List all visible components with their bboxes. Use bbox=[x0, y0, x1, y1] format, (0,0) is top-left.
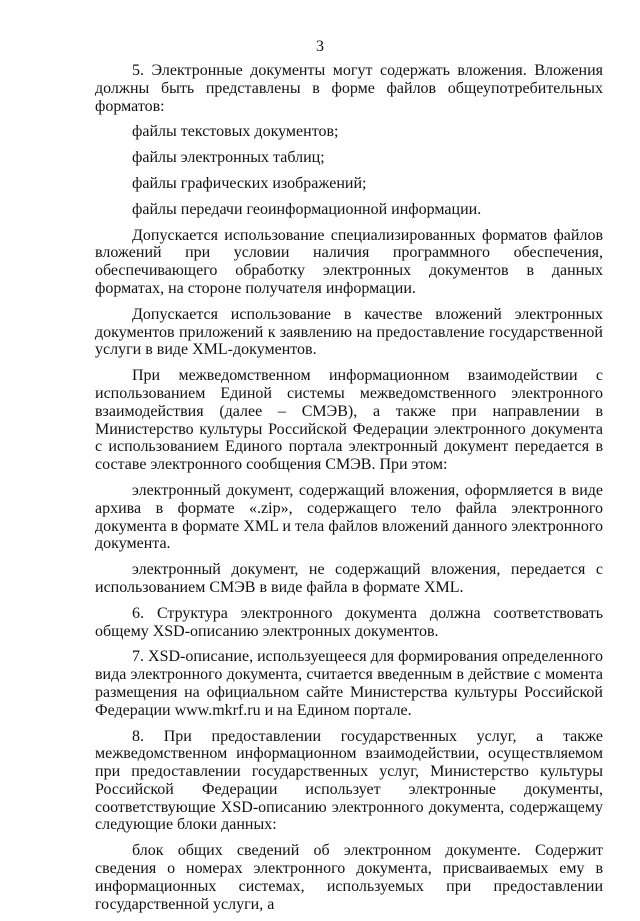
paragraph-6: 6. Структура электронного документа должна соответствовать общему XSD-описанию электронных документов. bbox=[95, 604, 603, 640]
paragraph-8: 8. При предоставлении государственных услуг, а также межведомственном информационном взаимодействии, осуществляемом при предоставлении государственных услуг, Министерство культуры Российской Федерации использует электронные документы, соответствующие XSD-описанию электронного документа, содержащему следующие блоки данных: bbox=[95, 727, 603, 834]
paragraph-5-intro: 5. Электронные документы могут содержать вложения. Вложения должны быть представлены в форме файлов общеупотребительных форматов: bbox=[95, 62, 603, 115]
list-item-graphics: файлы графических изображений; bbox=[132, 174, 367, 192]
paragraph-special-formats: Допускается использование специализированных форматов файлов вложений при условии наличия программного обеспечения, обеспечивающего обработку электронных документов в данных форматах, на стороне получателя информации. bbox=[95, 226, 603, 297]
document-body bbox=[95, 62, 603, 921]
paragraph-no-attachments: электронный документ, не содержащий вложения, передается с использованием СМЭВ в виде файла в формате XML. bbox=[95, 561, 603, 596]
paragraph-zip-archive: электронный документ, содержащий вложения, оформляется в виде архива в формате «.zip», содержащего тело файла электронного документа в формате XML и тела файлов вложений данного электронного документа. bbox=[95, 481, 603, 553]
paragraph-smev: При межведомственном информационном взаимодействии с использованием Единой системы межведомственного электронного взаимодействия (далее – СМЭВ), а также при направлении в Министерство культуры Российской Федерации электронного документа с использованием Единого портала электронный документ передается в составе электронного сообщения СМЭВ. При этом: bbox=[95, 367, 603, 474]
paragraph-block-general: блок общих сведений об электронном документе. Содержит сведения о номерах электронного документа, присваиваемых ему в информационных системах, используемых при предоставлении государственной услуги, а bbox=[95, 842, 603, 913]
list-item-text-docs: файлы текстовых документов; bbox=[132, 123, 339, 141]
page-number: 3 bbox=[316, 38, 324, 55]
list-item-geoinfo: файлы передачи геоинформационной информации. bbox=[132, 200, 482, 218]
list-item-spreadsheets: файлы электронных таблиц; bbox=[132, 149, 325, 167]
paragraph-xml-attachments: Допускается использование в качестве вложений электронных документов приложений к заявлению на предоставление государственной услуги в виде XML-документов. bbox=[95, 305, 603, 359]
paragraph-7: 7. XSD-описание, используещееся для формирования определенного вида электронного документа, считается введенным в действие с момента размещения на официальном сайте Министерства культуры Российской Федерации www.mkrf.ru и на Едином портале. bbox=[95, 648, 603, 719]
